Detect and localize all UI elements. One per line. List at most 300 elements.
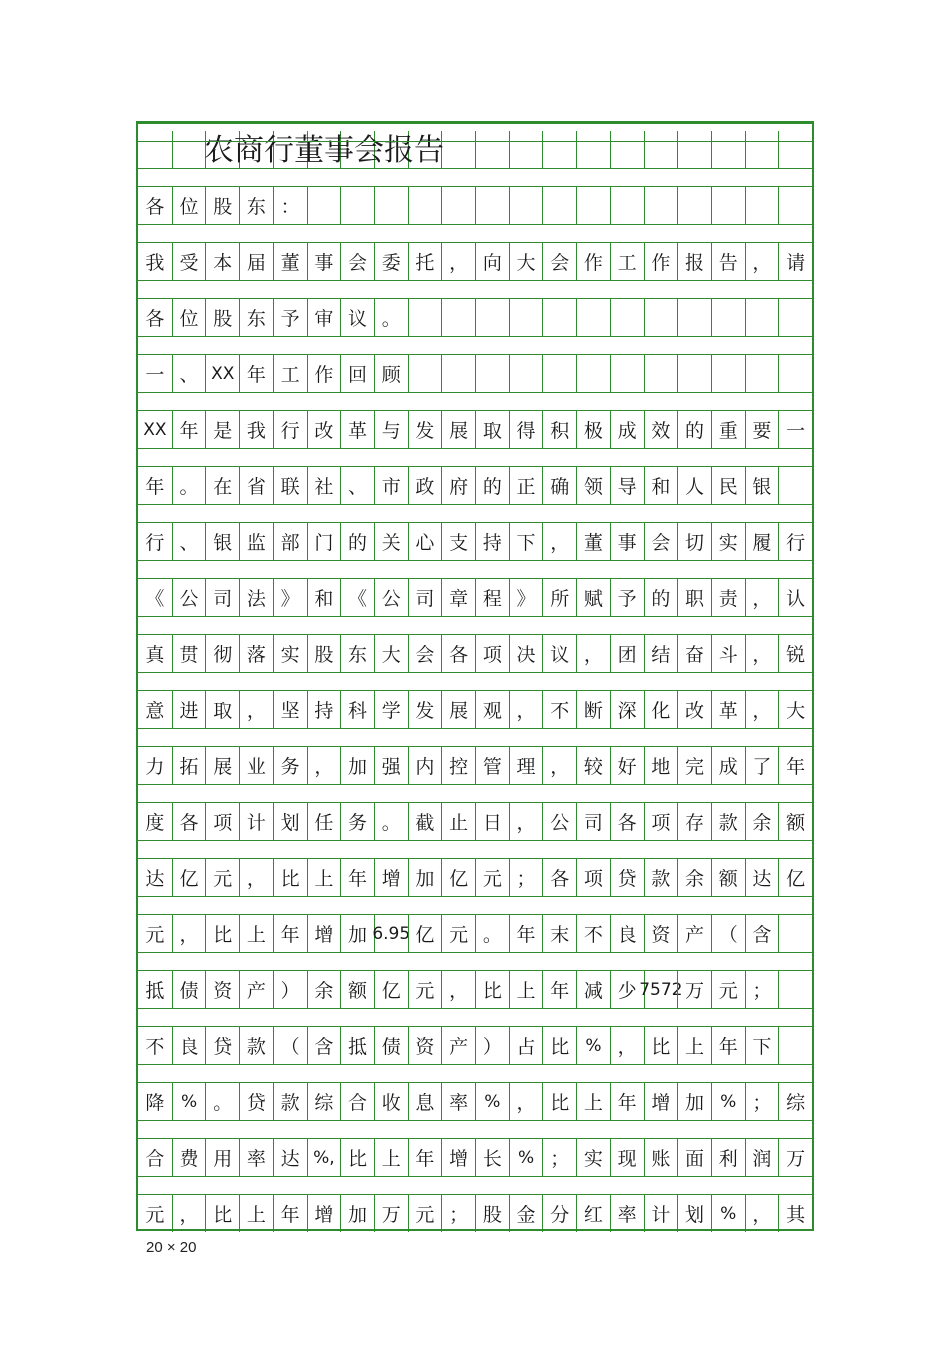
grid-cell: 划: [273, 803, 307, 840]
grid-cell: ）: [475, 1027, 509, 1064]
grid-cell: [778, 299, 812, 336]
row-gap: [138, 1176, 812, 1195]
grid-cell: 上: [374, 1139, 408, 1176]
grid-cell: 增: [644, 1083, 678, 1120]
grid-cell: 回: [340, 355, 374, 392]
grid-cell: 》: [509, 579, 543, 616]
grid-cell: 重: [711, 411, 745, 448]
grid-cell: 会: [340, 243, 374, 280]
grid-cell: %: [509, 1139, 543, 1176]
grid-cell: 红: [576, 1195, 610, 1232]
grid-cell: 落: [239, 635, 273, 672]
grid-cell: 元: [441, 915, 475, 952]
grid-cell: 不: [576, 915, 610, 952]
grid-cell: 债: [374, 1027, 408, 1064]
grid-cell: 导: [610, 467, 644, 504]
grid-cell: 加: [408, 859, 442, 896]
grid-cell: 元: [145, 924, 165, 946]
grid-cell: 本: [205, 243, 239, 280]
grid-cell: 下: [745, 1027, 779, 1064]
grid-cell: 积: [542, 411, 576, 448]
grid-cell: 万: [677, 971, 711, 1008]
grid-cell: 合: [340, 1083, 374, 1120]
grid-cell: 、: [172, 355, 206, 392]
grid-cell: 。: [374, 803, 408, 840]
grid-cell: %: [576, 1027, 610, 1064]
grid-cell: [475, 299, 509, 336]
grid-cell: 贷: [205, 1027, 239, 1064]
grid-cell: 计: [239, 803, 273, 840]
row-gap: [138, 840, 812, 859]
row-gap: [138, 336, 812, 355]
grid-cell: [711, 187, 745, 224]
grid-cell: ）: [273, 971, 307, 1008]
grid-cell: ，: [509, 691, 543, 728]
grid-cell: 务: [273, 747, 307, 784]
grid-cell: 7572: [644, 971, 678, 1008]
row-gap: [138, 560, 812, 579]
grid-cell: 额: [711, 859, 745, 896]
grid-cell: [677, 187, 711, 224]
manuscript-grid: [136, 121, 814, 1231]
text-row: [138, 1139, 812, 1176]
grid-cell: 银: [745, 467, 779, 504]
grid-cell: [610, 299, 644, 336]
grid-cell: 董: [273, 243, 307, 280]
grid-cell: ，: [509, 1083, 543, 1120]
row-gap: [138, 224, 812, 243]
grid-cell: [509, 299, 543, 336]
grid-cell: %: [475, 1083, 509, 1120]
grid-cell: 年: [542, 971, 576, 1008]
grid-cell: 万: [778, 1139, 812, 1176]
grid-cell: 展: [441, 411, 475, 448]
text-row: [138, 411, 812, 448]
grid-cell: 工: [610, 243, 644, 280]
grid-cell: 比: [205, 915, 239, 952]
grid-cell: 会: [542, 243, 576, 280]
grid-cell: 加: [340, 747, 374, 784]
grid-cell: 结: [644, 635, 678, 672]
grid-cell: 和: [307, 579, 341, 616]
text-row: [138, 691, 812, 728]
grid-cell: 。: [475, 915, 509, 952]
grid-cell: 工: [273, 355, 307, 392]
grid-cell: [509, 355, 543, 392]
grid-cell: 东: [340, 635, 374, 672]
grid-cell: [677, 299, 711, 336]
grid-cell: 社: [307, 467, 341, 504]
grid-cell: 是: [205, 411, 239, 448]
grid-cell: 止: [441, 803, 475, 840]
grid-cell: [408, 187, 442, 224]
row-gap: [138, 1120, 812, 1139]
grid-cell: 亿: [778, 859, 812, 896]
grid-cell: 股: [205, 299, 239, 336]
grid-cell: 好: [610, 747, 644, 784]
grid-cell: 余: [677, 859, 711, 896]
grid-cell: 受: [172, 243, 206, 280]
grid-cell: 民: [711, 467, 745, 504]
grid-cell: 会: [408, 635, 442, 672]
grid-cell: 亿: [172, 859, 206, 896]
grid-cell: 科: [340, 691, 374, 728]
grid-cell: 占: [509, 1027, 543, 1064]
grid-cell: 革: [340, 411, 374, 448]
grid-cell: 各: [441, 635, 475, 672]
grid-cell: 《: [145, 588, 165, 610]
grid-cell: 余: [307, 971, 341, 1008]
grid-cell: [441, 299, 475, 336]
grid-cell: 比: [542, 1027, 576, 1064]
grid-cell: 东: [239, 187, 273, 224]
grid-cell: 润: [745, 1139, 779, 1176]
grid-cell: [778, 187, 812, 224]
grid-cell: 所: [542, 579, 576, 616]
grid-cell: [778, 915, 812, 952]
grid-cell: [542, 355, 576, 392]
grid-cell: 深: [610, 691, 644, 728]
grid-cell: 告: [711, 243, 745, 280]
grid-cell: 达: [273, 1139, 307, 1176]
row-gap: [138, 672, 812, 691]
grid-cell: 项: [576, 859, 610, 896]
grid-cell: 《: [340, 579, 374, 616]
grid-cell: 贯: [172, 635, 206, 672]
row-gap: [138, 448, 812, 467]
grid-cell: 认: [778, 579, 812, 616]
grid-cell: 一: [145, 364, 165, 386]
grid-cell: 职: [677, 579, 711, 616]
grid-cell: 斗: [711, 635, 745, 672]
grid-cell: 元: [145, 1204, 165, 1226]
grid-cell: 司: [408, 579, 442, 616]
grid-cell: 率: [610, 1195, 644, 1232]
grid-cell: 东: [239, 299, 273, 336]
grid-cell: 化: [644, 691, 678, 728]
grid-cell: 良: [172, 1027, 206, 1064]
grid-cell: ，: [172, 1195, 206, 1232]
grid-cell: 上: [307, 859, 341, 896]
grid-cell: 领: [576, 467, 610, 504]
grid-cell: [778, 467, 812, 504]
grid-cell: 良: [610, 915, 644, 952]
text-row: [138, 1083, 812, 1120]
grid-cell: [441, 187, 475, 224]
grid-cell: 改: [677, 691, 711, 728]
grid-cell: 心: [408, 523, 442, 560]
grid-cell: 利: [711, 1139, 745, 1176]
grid-cell: XX: [205, 355, 239, 392]
grid-cell: 。: [374, 299, 408, 336]
grid-cell: 管: [475, 747, 509, 784]
grid-cell: 业: [239, 747, 273, 784]
grid-cell: 省: [239, 467, 273, 504]
grid-cell: 公: [374, 579, 408, 616]
grid-cell: [711, 299, 745, 336]
grid-cell: 收: [374, 1083, 408, 1120]
grid-cell: 上: [576, 1083, 610, 1120]
grid-cell: 费: [172, 1139, 206, 1176]
grid-cell: ，: [172, 915, 206, 952]
row-gap: [138, 168, 812, 187]
grid-cell: 增: [374, 859, 408, 896]
grid-cell: 事: [307, 243, 341, 280]
row-gap: [138, 952, 812, 971]
grid-cell: 减: [576, 971, 610, 1008]
grid-cell: 大: [778, 691, 812, 728]
grid-cell: 比: [205, 1195, 239, 1232]
grid-cell: [542, 299, 576, 336]
grid-cell: 股: [475, 1195, 509, 1232]
grid-cell: 长: [475, 1139, 509, 1176]
grid-cell: 贷: [239, 1083, 273, 1120]
grid-cell: 内: [408, 747, 442, 784]
grid-cell: [307, 187, 341, 224]
grid-cell: [745, 187, 779, 224]
grid-cell: 产: [239, 971, 273, 1008]
grid-cell: 项: [205, 803, 239, 840]
grid-cell: 综: [307, 1083, 341, 1120]
grid-cell: 奋: [677, 635, 711, 672]
grid-cell: 作: [576, 243, 610, 280]
grid-cell: 银: [205, 523, 239, 560]
text-row: [138, 579, 812, 616]
grid-cell: 万: [374, 1195, 408, 1232]
grid-cell: 年: [509, 915, 543, 952]
grid-cell: ，: [307, 747, 341, 784]
grid-cell: 年: [273, 1195, 307, 1232]
grid-cell: 比: [340, 1139, 374, 1176]
grid-cell: 降: [145, 1092, 165, 1114]
grid-cell: 》: [273, 579, 307, 616]
grid-cell: 各: [172, 803, 206, 840]
grid-cell: 增: [307, 1195, 341, 1232]
text-row: [138, 243, 812, 280]
grid-cell: 亿: [408, 915, 442, 952]
grid-cell: 发: [408, 411, 442, 448]
grid-cell: 年: [778, 747, 812, 784]
grid-cell: [778, 355, 812, 392]
grid-cell: 年: [172, 411, 206, 448]
grid-cell: 年: [239, 355, 273, 392]
grid-size-label: 20 × 20: [146, 1239, 197, 1256]
grid-cell: 成: [610, 411, 644, 448]
grid-cell: 拓: [172, 747, 206, 784]
grid-cell: 行: [145, 532, 165, 554]
grid-cell: 分: [542, 1195, 576, 1232]
grid-cell: 极: [576, 411, 610, 448]
grid-cell: 余: [745, 803, 779, 840]
grid-cell: 赋: [576, 579, 610, 616]
grid-cell: 作: [307, 355, 341, 392]
grid-cell: ；: [745, 971, 779, 1008]
grid-cell: 资: [644, 915, 678, 952]
grid-cell: 公: [542, 803, 576, 840]
grid-cell: %: [711, 1195, 745, 1232]
grid-cell: 实: [273, 635, 307, 672]
grid-cell: 章: [441, 579, 475, 616]
grid-cell: 强: [374, 747, 408, 784]
grid-cell: 持: [307, 691, 341, 728]
grid-cell: ，: [441, 243, 475, 280]
grid-cell: [408, 299, 442, 336]
grid-cell: 实: [711, 523, 745, 560]
grid-cell: [778, 971, 812, 1008]
grid-cell: ；: [509, 859, 543, 896]
grid-cell: 资: [408, 1027, 442, 1064]
grid-cell: [340, 187, 374, 224]
grid-cell: ，: [745, 691, 779, 728]
text-row: [138, 299, 812, 336]
grid-cell: 持: [475, 523, 509, 560]
grid-cell: 较: [576, 747, 610, 784]
grid-cell: 观: [475, 691, 509, 728]
grid-cell: 司: [205, 579, 239, 616]
grid-cell: 履: [745, 523, 779, 560]
grid-cell: 款: [239, 1027, 273, 1064]
row-gap: [138, 784, 812, 803]
grid-cell: 取: [205, 691, 239, 728]
grid-cell: ，: [745, 1195, 779, 1232]
text-row: [138, 915, 812, 952]
text-row: [138, 747, 812, 784]
grid-cell: 含: [745, 915, 779, 952]
grid-cell: ；: [745, 1083, 779, 1120]
grid-cell: 务: [340, 803, 374, 840]
grid-cell: 力: [145, 756, 165, 778]
grid-cell: [745, 299, 779, 336]
grid-cell: 用: [205, 1139, 239, 1176]
grid-cell: 在: [205, 467, 239, 504]
row-gap: [138, 123, 812, 142]
grid-cell: ，: [745, 579, 779, 616]
grid-cell: XX: [143, 419, 167, 440]
grid-cell: [475, 355, 509, 392]
grid-cell: 元: [408, 1195, 442, 1232]
grid-cell: 比: [475, 971, 509, 1008]
grid-cell: 的: [644, 579, 678, 616]
grid-cell: 行: [273, 411, 307, 448]
grid-cell: 程: [475, 579, 509, 616]
grid-cell: 产: [441, 1027, 475, 1064]
grid-cell: 年: [408, 1139, 442, 1176]
grid-cell: 人: [677, 467, 711, 504]
text-row: [138, 803, 812, 840]
grid-cell: 上: [509, 971, 543, 1008]
grid-cell: 元: [711, 971, 745, 1008]
grid-cell: 项: [644, 803, 678, 840]
grid-cell: 改: [307, 411, 341, 448]
grid-cell: [576, 355, 610, 392]
grid-cell: 一: [778, 411, 812, 448]
grid-cell: 年: [610, 1083, 644, 1120]
text-row: [138, 1195, 812, 1232]
grid-cell: 贷: [610, 859, 644, 896]
row-gap: [138, 504, 812, 523]
grid-cell: 账: [644, 1139, 678, 1176]
grid-cell: 末: [542, 915, 576, 952]
grid-cell: 位: [172, 187, 206, 224]
grid-cell: 作: [644, 243, 678, 280]
grid-cell: 真: [145, 644, 165, 666]
grid-cell: 比: [644, 1027, 678, 1064]
grid-cell: 任: [307, 803, 341, 840]
grid-cell: 团: [610, 635, 644, 672]
grid-cell: 市: [374, 467, 408, 504]
grid-cell: 效: [644, 411, 678, 448]
grid-cell: 金: [509, 1195, 543, 1232]
grid-cell: 报: [677, 243, 711, 280]
grid-cell: [711, 355, 745, 392]
grid-cell: 展: [441, 691, 475, 728]
grid-cell: 的: [677, 411, 711, 448]
grid-cell: 向: [475, 243, 509, 280]
grid-cell: 联: [273, 467, 307, 504]
grid-cell: 元: [475, 859, 509, 896]
text-row: [138, 187, 812, 224]
grid-cell: ；: [542, 1139, 576, 1176]
grid-cell: 。: [172, 467, 206, 504]
grid-cell: 增: [441, 1139, 475, 1176]
row-gap: [138, 280, 812, 299]
text-row: [138, 971, 812, 1008]
text-row: [138, 1027, 812, 1064]
grid-cell: [644, 355, 678, 392]
grid-cell: 切: [677, 523, 711, 560]
row-gap: [138, 1064, 812, 1083]
grid-cell: 抵: [340, 1027, 374, 1064]
grid-cell: 债: [172, 971, 206, 1008]
grid-cell: 元: [205, 859, 239, 896]
grid-cell: 彻: [205, 635, 239, 672]
grid-cell: 存: [677, 803, 711, 840]
grid-cell: [644, 299, 678, 336]
row-gap: [138, 1008, 812, 1027]
grid-cell: （: [711, 915, 745, 952]
grid-cell: 综: [778, 1083, 812, 1120]
grid-cell: 加: [340, 1195, 374, 1232]
grid-cell: 成: [711, 747, 745, 784]
grid-cell: 了: [745, 747, 779, 784]
grid-cell: 司: [576, 803, 610, 840]
grid-cell: 加: [340, 915, 374, 952]
grid-cell: [374, 187, 408, 224]
grid-cell: 亿: [441, 859, 475, 896]
grid-cell: 不: [542, 691, 576, 728]
row-gap: [138, 616, 812, 635]
grid-cell: ，: [745, 635, 779, 672]
grid-cell: 息: [408, 1083, 442, 1120]
grid-cell: ；: [441, 1195, 475, 1232]
grid-cell: 请: [778, 243, 812, 280]
grid-cell: 划: [677, 1195, 711, 1232]
grid-cell: 款: [644, 859, 678, 896]
grid-cell: ，: [441, 971, 475, 1008]
grid-cell: [509, 187, 543, 224]
grid-cell: 完: [677, 747, 711, 784]
grid-cell: 学: [374, 691, 408, 728]
grid-cell: 达: [745, 859, 779, 896]
grid-cell: 加: [677, 1083, 711, 1120]
grid-cell: 发: [408, 691, 442, 728]
grid-cell: ，: [576, 635, 610, 672]
grid-cell: 各: [542, 859, 576, 896]
grid-cell: [576, 187, 610, 224]
grid-cell: 增: [307, 915, 341, 952]
grid-cell: 面: [677, 1139, 711, 1176]
grid-cell: 下: [509, 523, 543, 560]
